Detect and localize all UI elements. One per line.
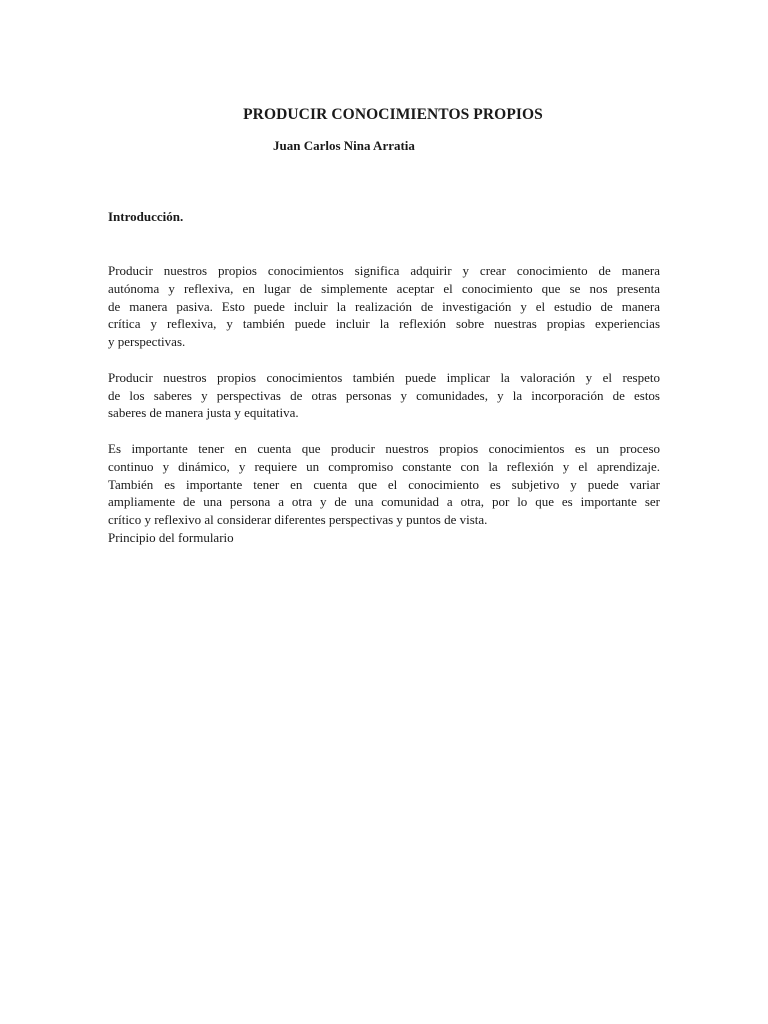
paragraph-3 xyxy=(108,440,660,529)
paragraph-line: continuo y dinámico, y requiere un compromiso constante con la reflexión y el aprendizaje. xyxy=(108,458,660,474)
paragraph-1 xyxy=(108,262,660,351)
paragraph-line: de los saberes y perspectivas de otras personas y comunidades, y la incorporación de estos xyxy=(108,387,660,403)
paragraph-line: de manera pasiva. Esto puede incluir la realización de investigación y el estudio de manera xyxy=(108,298,660,314)
paragraph-2 xyxy=(108,369,660,422)
document-body xyxy=(108,262,660,547)
paragraph-line: También es importante tener en cuenta que el conocimiento es subjetivo y puede variar xyxy=(108,476,660,492)
paragraph-line: Producir nuestros propios conocimientos también puede implicar la valoración y el respeto xyxy=(108,369,660,385)
paragraph-line: Es importante tener en cuenta que producir nuestros propios conocimientos es un proceso xyxy=(108,440,660,456)
paragraph-line: autónoma y reflexiva, en lugar de simplemente aceptar el conocimiento que se nos presenta xyxy=(108,280,660,296)
section-heading: Introducción. xyxy=(108,209,184,224)
document-title: PRODUCIR CONOCIMIENTOS PROPIOS xyxy=(243,106,543,123)
paragraph-line: crítica y reflexiva, y también puede incluir la reflexión sobre nuestras propias experiencias xyxy=(108,316,660,332)
paragraph-line: crítico y reflexivo al considerar diferentes perspectivas y puntos de vista. xyxy=(108,512,488,528)
paragraph-line: ampliamente de una persona a otra y de una comunidad a otra, por lo que es importante ser xyxy=(108,494,660,510)
paragraph-line: y perspectivas. xyxy=(108,334,186,350)
document-author: Juan Carlos Nina Arratia xyxy=(273,138,415,153)
paragraph-line: saberes de manera justa y equitativa. xyxy=(108,405,299,421)
form-start-label: Principio del formulario xyxy=(108,529,234,545)
paragraph-line: Producir nuestros propios conocimientos significa adquirir y crear conocimiento de manera xyxy=(108,263,660,278)
